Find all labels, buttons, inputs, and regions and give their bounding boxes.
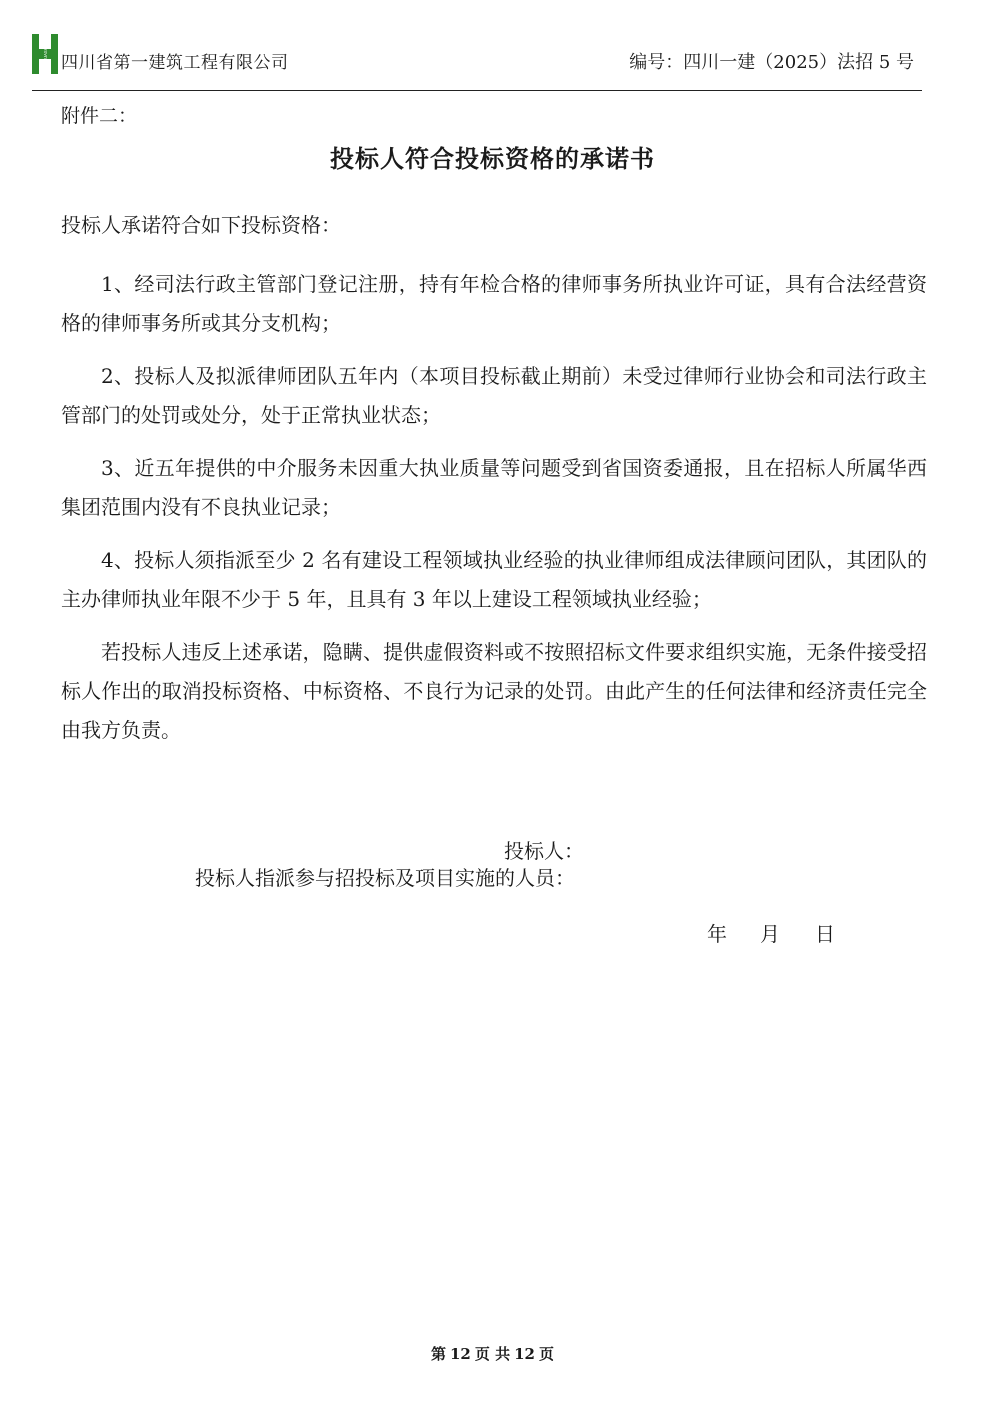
footer-prefix: 第	[430, 1345, 446, 1363]
page-footer	[0, 1343, 985, 1364]
bidder-signature-label: 投标人：	[504, 839, 584, 863]
page-header	[32, 34, 922, 91]
logo-text: HUASHI	[43, 46, 48, 62]
personnel-signature-label: 投标人指派参与招投标及项目实施的人员：	[195, 866, 575, 890]
footer-middle: 页 共	[474, 1345, 511, 1363]
date-day: 日	[815, 922, 835, 946]
date-month: 月	[760, 922, 780, 946]
footer-suffix: 页	[538, 1345, 554, 1363]
total-page-number: 12	[514, 1345, 535, 1363]
qualification-item-2: 2、投标人及拟派律师团队五年内（本项目投标截止期前）未受过律师行业协会和司法行政主管部门的处罚或处分，处于正常执业状态；	[61, 364, 927, 427]
date-year: 年	[707, 922, 727, 946]
qualification-item-1: 1、经司法行政主管部门登记注册，持有年检合格的律师事务所执业许可证，具有合法经营资格的律师事务所或其分支机构；	[61, 272, 927, 335]
document-title: 投标人符合投标资格的承诺书	[330, 144, 655, 173]
company-logo	[32, 34, 58, 74]
intro-paragraph: 投标人承诺符合如下投标资格：	[61, 213, 341, 237]
document-number: 编号：四川一建（2025）法招 5 号	[629, 52, 914, 73]
attachment-label: 附件二：	[61, 105, 138, 127]
company-name: 四川省第一建筑工程有限公司	[61, 53, 289, 73]
commitment-paragraph: 若投标人违反上述承诺，隐瞒、提供虚假资料或不按照招标文件要求组织实施，无条件接受招标人作出的取消投标资格、中标资格、不良行为记录的处罚。由此产生的任何法律和经济责任完全由我方负责。	[61, 640, 927, 742]
current-page-number: 12	[450, 1345, 471, 1363]
date-line	[707, 918, 835, 947]
qualification-item-4: 4、投标人须指派至少 2 名有建设工程领域执业经验的执业律师组成法律顾问团队，其团队的主办律师执业年限不少于 5 年，且具有 3 年以上建设工程领域执业经验；	[61, 548, 927, 611]
document-body	[61, 206, 927, 764]
qualification-item-3: 3、近五年提供的中介服务未因重大执业质量等问题受到省国资委通报，且在招标人所属华西集团范围内没有不良执业记录；	[61, 456, 927, 519]
